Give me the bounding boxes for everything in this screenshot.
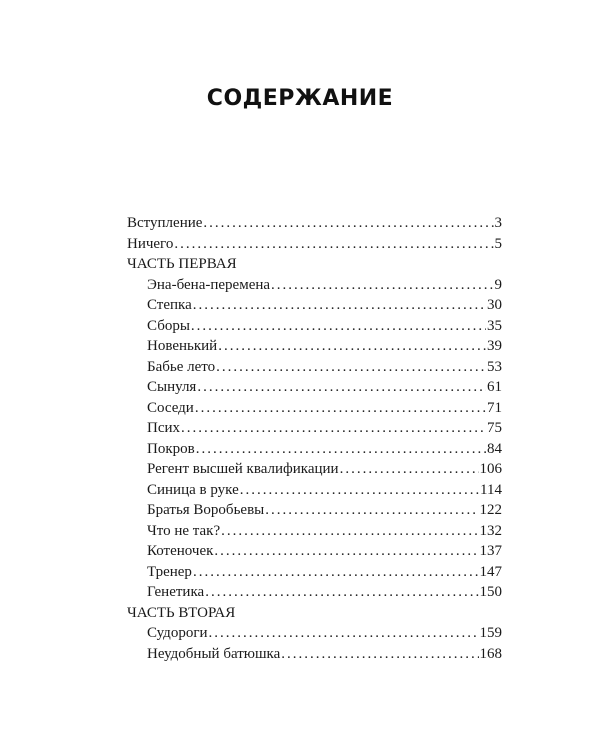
- dot-leader: [205, 582, 478, 603]
- toc-entry-page: 3: [494, 215, 502, 231]
- toc-entry-page: 114: [480, 481, 502, 498]
- page-title: СОДЕРЖАНИЕ: [206, 86, 394, 111]
- part-two-heading: ЧАСТЬ ВТОРАЯ: [127, 604, 236, 621]
- dot-leader: [216, 357, 486, 378]
- toc-entry[interactable]: [127, 480, 502, 501]
- dot-leader: [193, 562, 479, 583]
- toc-entry[interactable]: [127, 295, 502, 316]
- dot-leader: [174, 234, 493, 255]
- dot-leader: [191, 316, 486, 337]
- toc-entry-label: Судороги: [147, 625, 208, 641]
- toc-entry-label: Покров: [147, 440, 195, 457]
- toc-entry-label: Вступление: [127, 215, 203, 231]
- toc-entry-label: Что не так?: [147, 522, 221, 539]
- part-one-heading: ЧАСТЬ ПЕРВАЯ: [127, 256, 237, 272]
- toc-entry[interactable]: [127, 644, 502, 665]
- toc-entry-label: Синица в руке: [147, 481, 239, 498]
- toc-entry-page: 150: [479, 584, 502, 600]
- toc-entry[interactable]: [127, 418, 502, 439]
- dot-leader: [240, 480, 479, 501]
- dot-leader: [195, 398, 486, 419]
- toc-entry-label: Братья Воробьевы: [147, 502, 265, 518]
- toc-entry-label: Новенький: [147, 338, 218, 354]
- toc-entry-page: 159: [479, 625, 502, 641]
- toc-entry[interactable]: [127, 623, 502, 644]
- toc-entry[interactable]: [127, 336, 502, 357]
- toc-entry-page: 61: [487, 379, 502, 395]
- toc-entry-label: Псих: [147, 420, 181, 436]
- toc-entry-page: 84: [487, 440, 502, 457]
- toc-entry-label: Степка: [147, 297, 192, 313]
- toc-entry-label: Котеночек: [147, 543, 214, 559]
- table-of-contents: [127, 213, 502, 664]
- dot-leader: [218, 336, 486, 357]
- toc-entry-label: Эна-бена-перемена: [147, 276, 271, 293]
- toc-entry-label: Генетика: [147, 584, 205, 600]
- toc-entry[interactable]: [127, 398, 502, 419]
- toc-entry[interactable]: [127, 500, 502, 521]
- toc-entry-label: Регент высшей квалификации: [147, 461, 339, 477]
- dot-leader: [196, 439, 486, 460]
- toc-entry[interactable]: [127, 562, 502, 583]
- toc-entry[interactable]: [127, 316, 502, 337]
- toc-entry-nothing[interactable]: [127, 234, 502, 255]
- toc-entry-label: Ничего: [127, 235, 174, 252]
- toc-entry-label: Соседи: [147, 399, 194, 416]
- toc-entry-page: 168: [479, 645, 502, 662]
- dot-leader: [193, 295, 486, 316]
- dot-leader: [265, 500, 478, 521]
- dot-leader: [340, 459, 479, 480]
- toc-entry[interactable]: [127, 521, 502, 542]
- toc-entry[interactable]: [127, 377, 502, 398]
- toc-entry-label: Сынуля: [147, 379, 197, 395]
- toc-entry-page: 122: [479, 502, 502, 518]
- toc-entry-page: 30: [487, 297, 502, 313]
- toc-entry-page: 5: [494, 235, 502, 252]
- toc-entry-page: 75: [487, 420, 502, 436]
- dot-leader: [203, 213, 493, 234]
- toc-entry-page: 9: [494, 276, 502, 293]
- toc-entry[interactable]: [127, 582, 502, 603]
- toc-entry[interactable]: [127, 439, 502, 460]
- dot-leader: [281, 644, 478, 665]
- toc-entry-page: 147: [479, 563, 502, 580]
- toc-entry-label: Неудобный батюшка: [147, 645, 281, 662]
- toc-entry[interactable]: [127, 275, 502, 296]
- toc-entry-page: 39: [487, 338, 502, 354]
- toc-entry[interactable]: [127, 541, 502, 562]
- toc-entry[interactable]: [127, 459, 502, 480]
- toc-entry[interactable]: [127, 357, 502, 378]
- toc-entry-page: 132: [479, 522, 502, 539]
- toc-entry-page: 137: [479, 543, 502, 559]
- toc-entry-label: Тренер: [147, 563, 192, 580]
- dot-leader: [214, 541, 478, 562]
- toc-entry-page: 106: [479, 461, 502, 477]
- toc-entry-intro[interactable]: [127, 213, 502, 234]
- toc-entry-page: 35: [487, 317, 502, 334]
- dot-leader: [271, 275, 493, 296]
- dot-leader: [221, 521, 478, 542]
- dot-leader: [197, 377, 486, 398]
- dot-leader: [209, 623, 479, 644]
- toc-entry-page: 71: [487, 399, 502, 416]
- toc-entry-page: 53: [487, 358, 502, 375]
- toc-entry-label: Бабье лето: [147, 358, 216, 375]
- toc-entry-label: Сборы: [147, 317, 190, 334]
- dot-leader: [181, 418, 486, 439]
